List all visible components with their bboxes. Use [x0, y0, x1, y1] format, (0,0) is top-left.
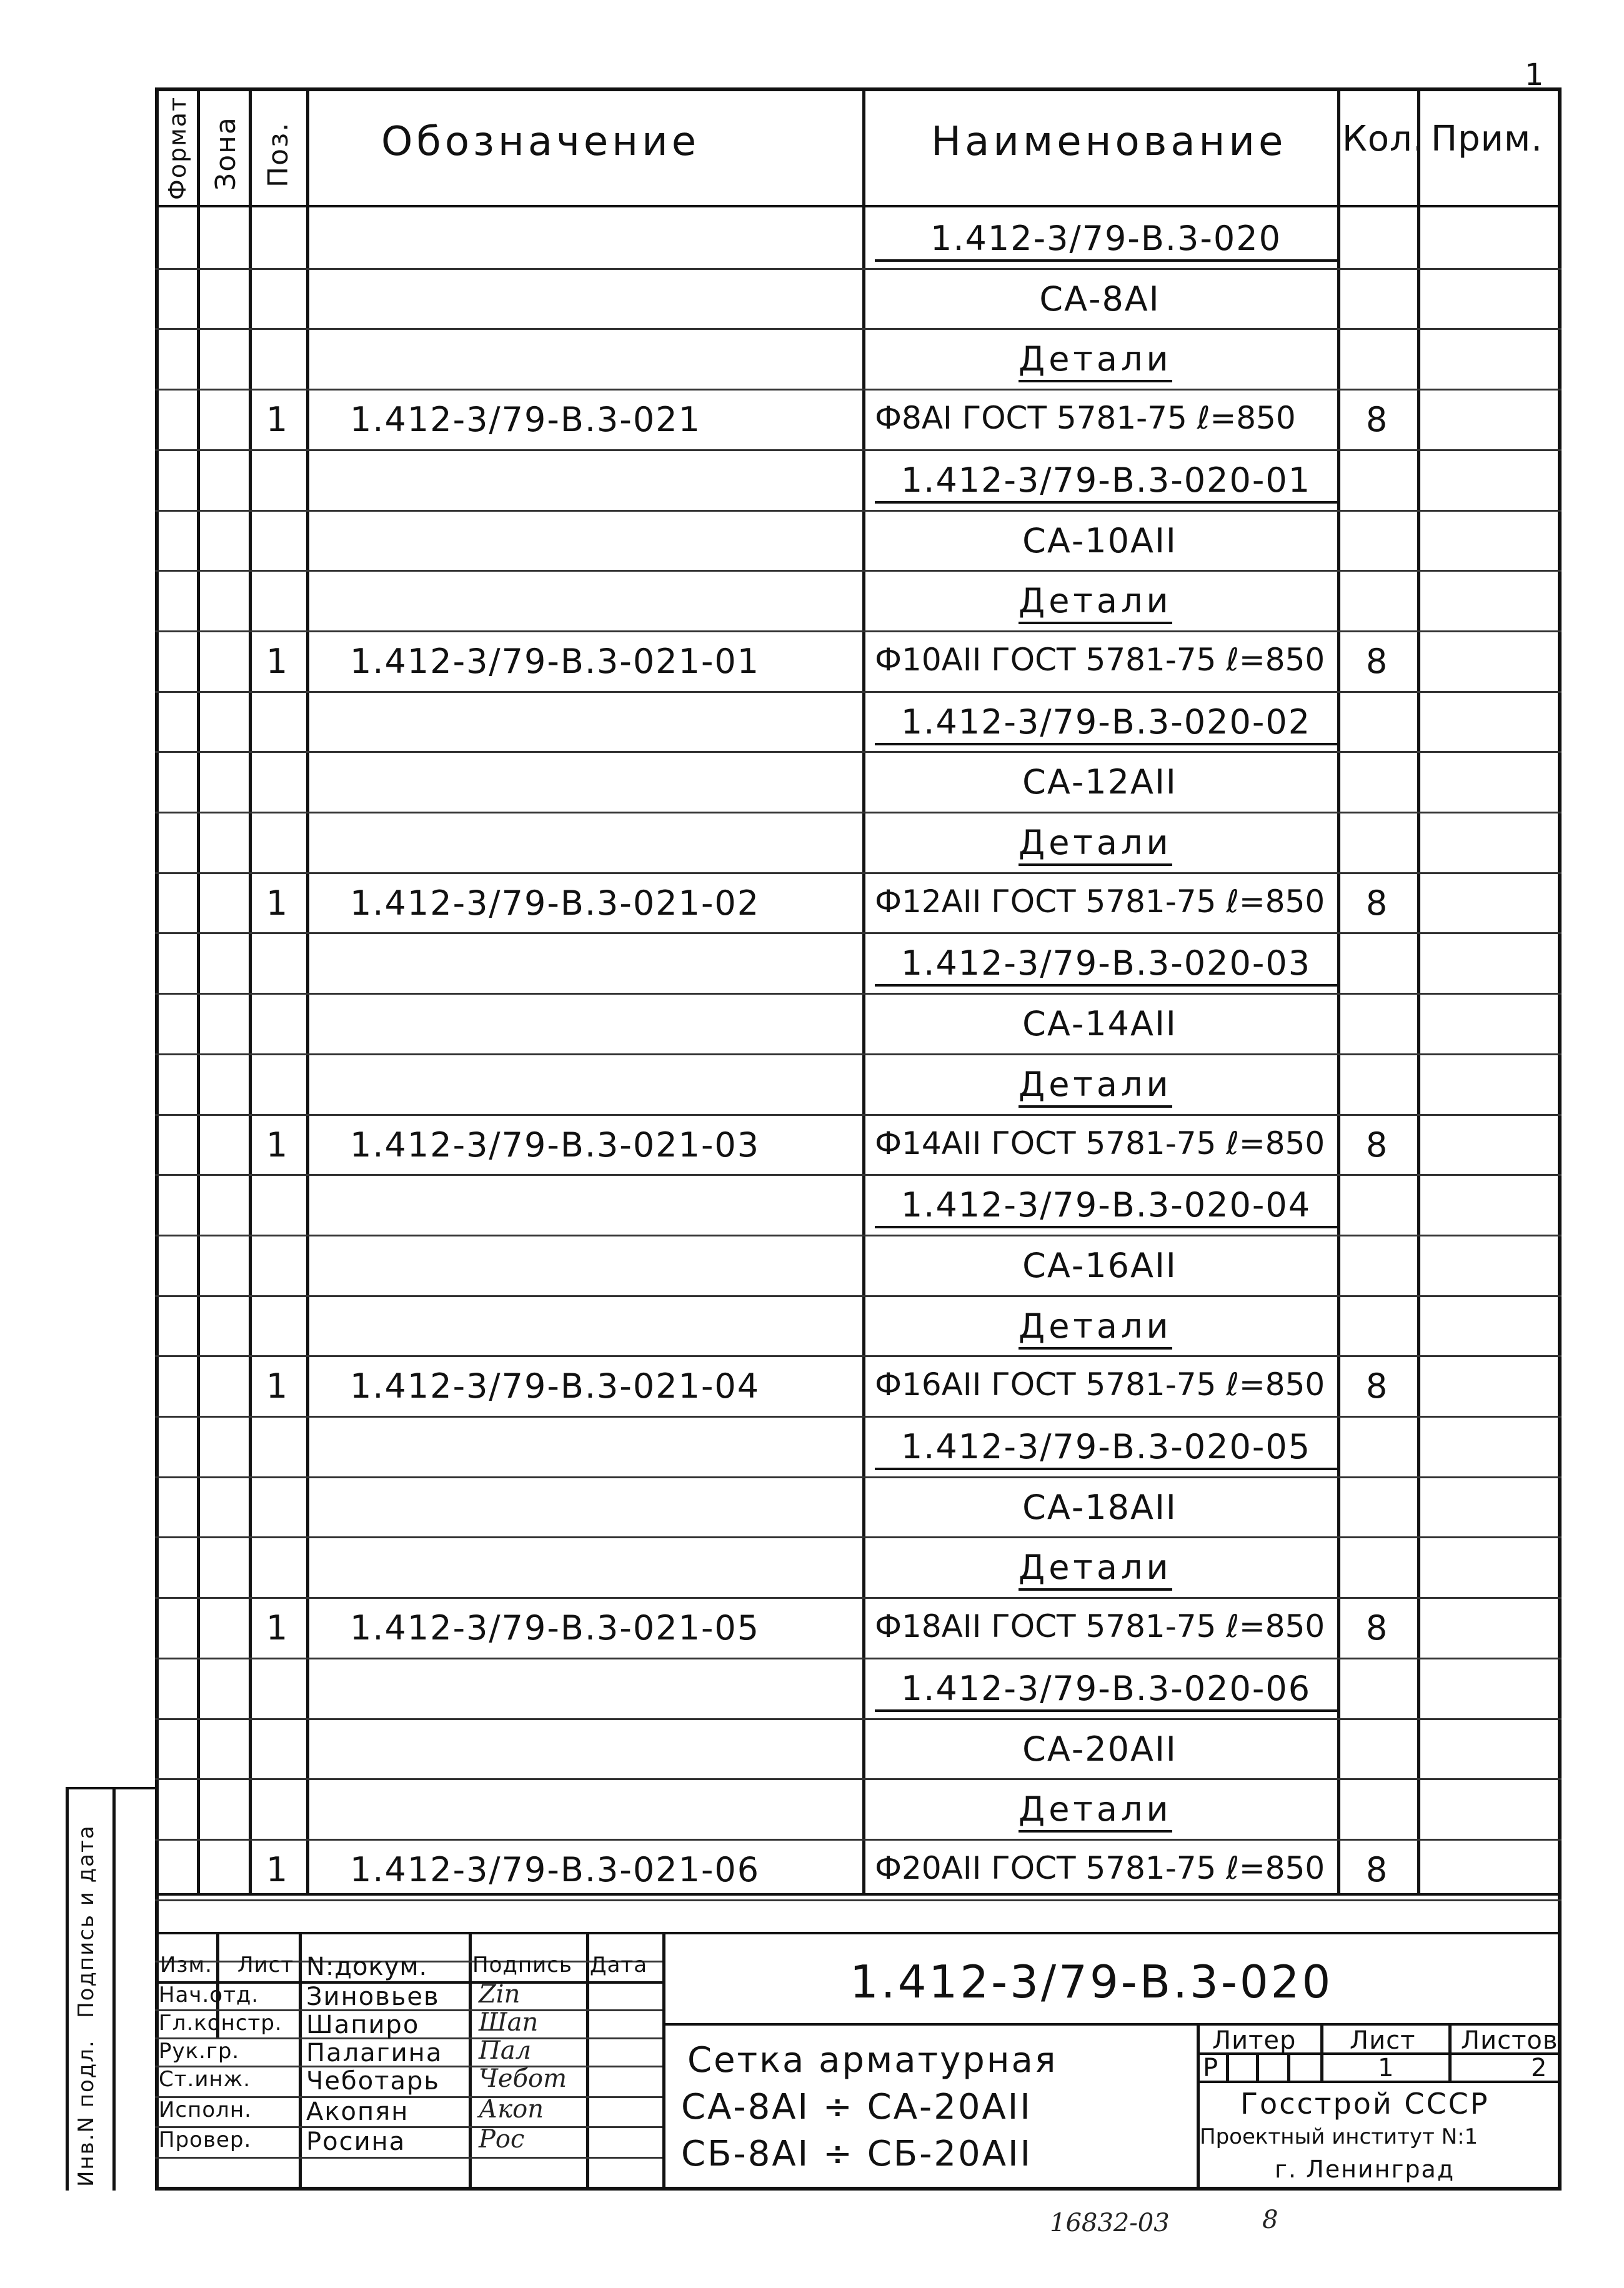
tb-sheets-value: 2: [1531, 2054, 1548, 2082]
row-name: Детали: [1019, 1065, 1172, 1108]
row-divider: [155, 1658, 1562, 1659]
row-divider: [155, 1899, 1562, 1901]
tb-signature: Zin: [479, 1980, 521, 2009]
row-divider: [155, 1416, 1562, 1418]
row-name: Детали: [1019, 1548, 1172, 1591]
tb-signature: Пал: [479, 2036, 532, 2065]
header-pos: Поз.: [262, 121, 294, 187]
row-pos: 1: [266, 1366, 289, 1406]
row-divider: [155, 449, 1562, 451]
row-divider: [155, 812, 1562, 813]
row-divider: [155, 630, 1562, 632]
row-name: 1.412-3/79-В.3-020: [875, 219, 1337, 262]
tb-divider: [662, 2023, 1562, 2026]
tb-title-line1: Сетка арматурная: [687, 2040, 1058, 2081]
tb-divider: [1287, 2052, 1290, 2081]
tb-divider: [662, 1932, 665, 2191]
row-divider: [155, 872, 1562, 874]
row-pos: 1: [266, 883, 289, 923]
row-name: Ф16АII ГОСТ 5781-75 ℓ=850: [875, 1366, 1325, 1403]
row-pos: 1: [266, 641, 289, 681]
tb-divider: [469, 1932, 472, 2191]
row-designation: 1.412-3/79-В.3-021: [350, 400, 701, 440]
tb-sheet-label: Лист: [1350, 2026, 1416, 2055]
row-name: 1.412-3/79-В.3-020-02: [875, 702, 1337, 745]
row-name: СА-16АII: [1022, 1245, 1177, 1285]
row-designation: 1.412-3/79-В.3-021-04: [350, 1366, 760, 1406]
row-divider: [155, 993, 1562, 995]
row-name: Ф18АII ГОСТ 5781-75 ℓ=850: [875, 1608, 1325, 1645]
row-qty: 8: [1365, 883, 1389, 923]
row-divider: [155, 1235, 1562, 1236]
row-qty: 8: [1365, 1125, 1389, 1165]
row-qty: 8: [1365, 400, 1389, 440]
tb-title-line2: СА-8АI ÷ СА-20АII: [681, 2087, 1032, 2127]
tb-divider: [1226, 2052, 1229, 2081]
row-pos: 1: [266, 1608, 289, 1648]
row-divider: [155, 1114, 1562, 1116]
row-name: Ф14АII ГОСТ 5781-75 ℓ=850: [875, 1125, 1325, 1161]
row-name: 1.412-3/79-В.3-020-05: [875, 1427, 1337, 1470]
row-designation: 1.412-3/79-В.3-021-01: [350, 641, 760, 681]
header-zone: Зона: [210, 116, 242, 191]
row-qty: 8: [1365, 1849, 1389, 1889]
tb-sheet-value: 1: [1378, 2054, 1395, 2082]
row-divider: [155, 1295, 1562, 1297]
row-divider: [155, 510, 1562, 512]
tb-role: Исполн.: [159, 2097, 252, 2122]
tb-divider: [586, 1932, 589, 2191]
row-designation: 1.412-3/79-В.3-021-06: [350, 1849, 760, 1889]
row-name: 1.412-3/79-В.3-020-04: [875, 1185, 1337, 1228]
tb-date-label: Дата: [590, 1952, 648, 1977]
header-note: Прим.: [1431, 119, 1543, 159]
tb-signature: Акоп: [479, 2095, 544, 2124]
tb-person-name: Палагина: [306, 2039, 443, 2067]
tb-role: Нач.отд.: [159, 1982, 259, 2007]
tb-divider: [1256, 2052, 1259, 2081]
col-divider: [862, 87, 865, 1893]
row-designation: 1.412-3/79-В.3-021-05: [350, 1608, 760, 1648]
row-name: 1.412-3/79-В.3-020-01: [875, 460, 1337, 504]
row-divider: [155, 1778, 1562, 1780]
tb-divider: [155, 2157, 662, 2159]
tb-role: Гл.констр.: [159, 2011, 282, 2036]
side-stamp-line: [112, 1787, 116, 2191]
page-mark: 1: [1525, 57, 1544, 92]
tb-liter-label: Литер: [1212, 2026, 1297, 2055]
tb-liter-value: Р: [1203, 2054, 1219, 2082]
row-name: Детали: [1019, 1306, 1172, 1350]
row-divider: [155, 1476, 1562, 1478]
tb-role: Рук.гр.: [159, 2039, 240, 2064]
row-divider: [155, 932, 1562, 934]
row-name: Детали: [1019, 823, 1172, 866]
row-name: СА-10АII: [1022, 520, 1177, 560]
tb-person-name: Шапиро: [306, 2011, 420, 2039]
row-name: Детали: [1019, 339, 1172, 382]
tb-signature: Чебот: [479, 2064, 567, 2093]
tb-title-line3: СБ-8АI ÷ СБ-20АII: [681, 2134, 1033, 2174]
row-divider: [155, 1053, 1562, 1055]
bottom-mark: 16832-03: [1050, 2209, 1170, 2237]
tb-signature: Шап: [479, 2008, 539, 2037]
row-qty: 8: [1365, 641, 1389, 681]
spec-bottom-line: [155, 1893, 1562, 1896]
row-divider: [155, 389, 1562, 390]
header-format: Формат: [164, 96, 191, 200]
tb-org1: Госстрой СССР: [1240, 2087, 1490, 2121]
row-pos: 1: [266, 400, 289, 440]
side-stamp-line: [66, 1787, 69, 2191]
row-name: Ф20АII ГОСТ 5781-75 ℓ=850: [875, 1849, 1325, 1886]
col-divider: [1417, 87, 1420, 1893]
row-designation: 1.412-3/79-В.3-021-03: [350, 1125, 760, 1165]
tb-person-name: Чеботарь: [306, 2067, 440, 2096]
tb-role: Провер.: [159, 2127, 252, 2152]
row-name: Детали: [1019, 1789, 1172, 1833]
header-name: Наименование: [931, 119, 1287, 165]
row-name: 1.412-3/79-В.3-020-03: [875, 943, 1337, 987]
row-divider: [155, 570, 1562, 572]
header-designation: Обозначение: [381, 119, 700, 165]
tb-person-name: Акопян: [306, 2097, 409, 2126]
tb-signature: Рос: [479, 2125, 525, 2154]
tb-divider: [1448, 2023, 1452, 2081]
col-divider: [306, 87, 309, 1893]
row-name: Ф12АII ГОСТ 5781-75 ℓ=850: [875, 883, 1325, 920]
tb-sheets-label: Листов: [1461, 2026, 1558, 2055]
col-divider: [197, 87, 200, 1893]
side-stamp-line: [66, 1787, 155, 1789]
side-sign-date: Подпись и дата: [74, 1824, 99, 2018]
tb-sign-label: Подпись: [472, 1952, 572, 1977]
row-divider: [155, 1355, 1562, 1357]
row-name: Ф10АII ГОСТ 5781-75 ℓ=850: [875, 641, 1325, 678]
tb-org3: г. Ленинград: [1275, 2156, 1455, 2183]
row-divider: [155, 691, 1562, 693]
tb-org2: Проектный институт N:1: [1200, 2124, 1478, 2149]
row-designation: 1.412-3/79-В.3-021-02: [350, 883, 760, 923]
header-qty: Кол.: [1342, 119, 1425, 159]
row-name: СА-12АII: [1022, 762, 1177, 802]
row-name: СА-14АII: [1022, 1004, 1177, 1044]
row-divider: [155, 1597, 1562, 1599]
tb-divider: [1197, 2023, 1200, 2191]
tb-list-label: Лист: [237, 1952, 294, 1977]
tb-ndoc-label: N:докум.: [306, 1952, 428, 1981]
row-qty: 8: [1365, 1366, 1389, 1406]
row-name: СА-20АII: [1022, 1729, 1177, 1769]
tb-role: Ст.инж.: [159, 2067, 251, 2092]
row-divider: [155, 1718, 1562, 1720]
bottom-mark-2: 8: [1262, 2206, 1278, 2234]
tb-doc-code: 1.412-3/79-В.3-020: [850, 1956, 1333, 2008]
row-name: СА-8АI: [1039, 279, 1160, 319]
row-divider: [155, 1174, 1562, 1176]
row-name: Детали: [1019, 581, 1172, 624]
tb-person-name: Зиновьев: [306, 1982, 440, 2011]
row-pos: 1: [266, 1125, 289, 1165]
row-divider: [155, 751, 1562, 753]
row-qty: 8: [1365, 1608, 1389, 1648]
tb-divider: [1320, 2023, 1323, 2081]
row-divider: [155, 1536, 1562, 1538]
header-divider: [155, 205, 1562, 207]
tb-person-name: Росина: [306, 2127, 406, 2156]
row-pos: 1: [266, 1849, 289, 1889]
row-name: Ф8АI ГОСТ 5781-75 ℓ=850: [875, 400, 1296, 437]
row-name: 1.412-3/79-В.3-020-06: [875, 1669, 1337, 1712]
row-divider: [155, 328, 1562, 330]
titleblock-top-line: [155, 1932, 1562, 1934]
row-name: СА-18АII: [1022, 1487, 1177, 1527]
row-divider: [155, 268, 1562, 270]
tb-izm-label: Изм.: [160, 1952, 212, 1977]
side-inv: Инв.N подл.: [74, 2039, 99, 2187]
row-divider: [155, 1839, 1562, 1841]
tb-divider: [299, 1932, 302, 2191]
